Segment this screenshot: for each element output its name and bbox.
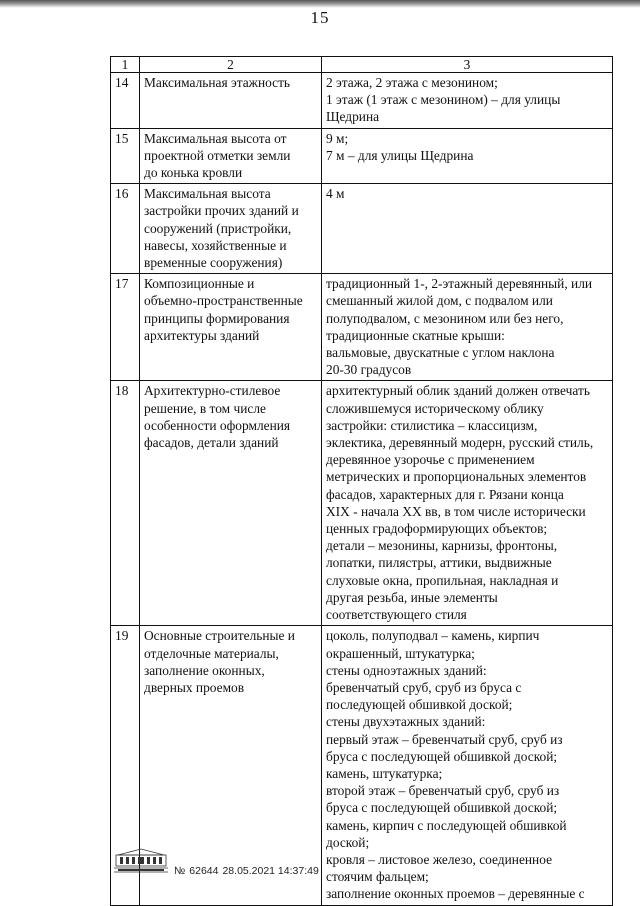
parameter-cell bbox=[140, 274, 322, 381]
table-row bbox=[111, 73, 613, 129]
value-line: стены одноэтажных зданий: bbox=[326, 662, 487, 678]
value-line: другая резьба, иные элементы bbox=[326, 589, 498, 605]
parameter-line: объемно-пространственные bbox=[144, 293, 303, 309]
value-cell bbox=[322, 274, 613, 381]
row-number: 19 bbox=[111, 626, 140, 905]
value-cell bbox=[322, 626, 613, 905]
row-number: 17 bbox=[111, 274, 140, 381]
parameter-line: до конька кровли bbox=[144, 165, 243, 181]
parameter-line: Максимальная этажность bbox=[144, 75, 291, 90]
value-line: вальмовые, двускатные с углом наклона bbox=[326, 345, 555, 361]
header-col-1: 1 bbox=[111, 57, 140, 73]
header-col-3: 3 bbox=[322, 57, 613, 73]
value-line: архитектурный облик зданий должен отвечать bbox=[326, 383, 590, 399]
row-number: 18 bbox=[111, 381, 140, 626]
parameter-line: сооружений (пристройки, bbox=[144, 220, 292, 236]
value-line: 4 м bbox=[326, 186, 345, 202]
value-cell bbox=[322, 184, 613, 274]
parameter-line: отделочные материалы, bbox=[144, 645, 279, 661]
value-line: Щедрина bbox=[326, 109, 380, 125]
value-cell bbox=[322, 128, 613, 184]
page-number: 15 bbox=[310, 8, 330, 27]
parameter-line: Максимальная высота от bbox=[144, 130, 287, 146]
value-line: камень, кирпич с последующей обшивкой bbox=[326, 817, 567, 833]
row-number: 16 bbox=[111, 184, 140, 274]
value-line: смешанный жилой дом, с подвалом или bbox=[326, 293, 553, 309]
doc-number: 62644 bbox=[189, 865, 219, 877]
value-line: стены двухэтажных зданий: bbox=[326, 714, 486, 730]
value-line: 1 этаж (1 этаж с мезонином) – для улицы bbox=[326, 92, 561, 108]
table-row bbox=[111, 381, 613, 626]
parameter-line: дверных проемов bbox=[144, 679, 245, 695]
parameter-cell bbox=[140, 381, 322, 626]
value-line: ценных градоформирующих объектов; bbox=[326, 521, 548, 537]
header-col-2: 2 bbox=[140, 57, 322, 73]
value-line: фасадов, характерных для г. Рязани конца bbox=[326, 486, 564, 502]
value-line: последующей обшивкой доской; bbox=[326, 697, 513, 713]
value-line: традиционный 1-, 2-этажный деревянный, или bbox=[326, 276, 593, 292]
scan-edge bbox=[0, 0, 640, 8]
value-line: полуподвалом, с мезонином или без него, bbox=[326, 310, 564, 326]
parameter-line: заполнение оконных, bbox=[144, 662, 265, 678]
value-line: бруса с последующей обшивкой доской; bbox=[326, 800, 558, 816]
value-line: застройки: стилистика – классицизм, bbox=[326, 417, 538, 433]
value-line: камень, штукатурка; bbox=[326, 765, 443, 781]
table-row bbox=[111, 626, 613, 905]
value-cell bbox=[322, 381, 613, 626]
value-line: 2 этажа, 2 этажа с мезонином; bbox=[326, 75, 498, 90]
value-line: эклектика, деревянный модерн, русский стиль, bbox=[326, 435, 594, 451]
building-stamp-icon bbox=[112, 846, 170, 874]
parameter-cell bbox=[140, 73, 322, 129]
value-line: 20-30 градусов bbox=[326, 362, 412, 378]
value-line: лопатки, пилястры, аттики, выдвижные bbox=[326, 555, 552, 571]
document-stamp bbox=[174, 865, 323, 877]
parameter-line: временные сооружения) bbox=[144, 255, 283, 271]
value-line: традиционные скатные крыши: bbox=[326, 327, 505, 343]
value-line: соответствующего стиля bbox=[326, 607, 467, 623]
parameter-line: застройки прочих зданий и bbox=[144, 203, 299, 219]
value-line: бруса с последующей обшивкой доской; bbox=[326, 748, 558, 764]
parameter-line: Архитектурно-стилевое bbox=[144, 383, 281, 399]
parameter-cell bbox=[140, 184, 322, 274]
value-line: окрашенный, штукатурка; bbox=[326, 645, 475, 661]
table-row bbox=[111, 274, 613, 381]
parameter-line: принципы формирования bbox=[144, 310, 290, 326]
parameter-line: Основные строительные и bbox=[144, 628, 295, 644]
table-row bbox=[111, 184, 613, 274]
regulations-table bbox=[110, 56, 613, 906]
doc-timestamp: 28.05.2021 14:37:49 bbox=[222, 865, 319, 877]
value-line: стоячим фальцем; bbox=[326, 869, 429, 885]
value-line: детали – мезонины, карнизы, фронтоны, bbox=[326, 538, 558, 554]
parameter-line: Максимальная высота bbox=[144, 186, 271, 202]
table-row bbox=[111, 128, 613, 184]
value-line: деревянное узорочье с применением bbox=[326, 452, 535, 468]
value-line: сложившемуся историческому облику bbox=[326, 400, 544, 416]
doc-number-mark: № bbox=[174, 865, 186, 877]
row-number: 15 bbox=[111, 128, 140, 184]
value-line: кровля – листовое железо, соединенное bbox=[326, 851, 553, 867]
value-line: XIX - начала XX вв, в том числе исторически bbox=[326, 503, 586, 519]
value-line: заполнение оконных проемов – деревянные с bbox=[326, 886, 585, 902]
parameter-line: решение, в том числе bbox=[144, 400, 266, 416]
parameter-line: фасадов, детали зданий bbox=[144, 435, 279, 451]
parameter-line: навесы, хозяйственные и bbox=[144, 237, 287, 253]
value-line: доской; bbox=[326, 834, 370, 850]
parameter-cell bbox=[140, 128, 322, 184]
value-line: слуховые окна, пропильная, накладная и bbox=[326, 572, 559, 588]
value-line: первый этаж – бревенчатый сруб, сруб из bbox=[326, 731, 563, 747]
value-line: 9 м; bbox=[326, 130, 349, 146]
parameter-line: особенности оформления bbox=[144, 417, 291, 433]
row-number: 14 bbox=[111, 73, 140, 129]
parameter-line: Композиционные и bbox=[144, 276, 255, 292]
header-row bbox=[111, 57, 613, 73]
parameter-line: архитектуры зданий bbox=[144, 327, 260, 343]
value-line: 7 м – для улицы Щедрина bbox=[326, 147, 474, 163]
value-line: метрических и пропорциональных элементов bbox=[326, 469, 587, 485]
value-line: бревенчатый сруб, сруб из бруса с bbox=[326, 679, 522, 695]
value-line: цоколь, полуподвал – камень, кирпич bbox=[326, 628, 540, 644]
table-body bbox=[111, 73, 613, 906]
value-cell bbox=[322, 73, 613, 129]
value-line: второй этаж – бревенчатый сруб, сруб из bbox=[326, 783, 560, 799]
parameter-line: проектной отметки земли bbox=[144, 147, 291, 163]
